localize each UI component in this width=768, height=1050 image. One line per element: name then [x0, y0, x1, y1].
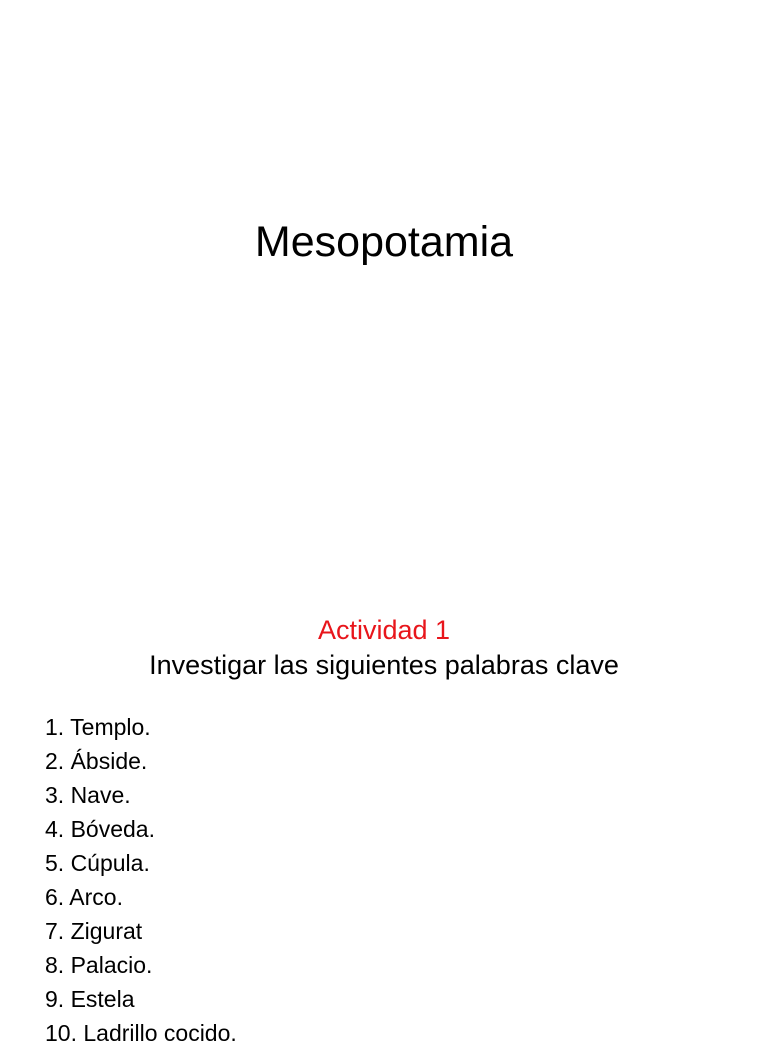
keyword-item: 1. Templo. [45, 714, 151, 740]
keyword-item: 3. Nave. [45, 782, 131, 808]
keyword-item: 4. Bóveda. [45, 816, 155, 842]
keyword-item: 6. Arco. [45, 884, 123, 910]
page-title: Mesopotamia [254, 218, 514, 266]
keyword-item: 10. Ladrillo cocido. [45, 1020, 237, 1046]
keyword-item: 5. Cúpula. [45, 850, 150, 876]
keyword-item: 2. Ábside. [45, 748, 148, 774]
keyword-list [45, 710, 237, 1050]
activity-instruction: Investigar las siguientes palabras clave [149, 650, 619, 680]
activity-heading: Actividad 1 [317, 615, 451, 645]
keyword-item: 7. Zigurat [45, 918, 143, 944]
keyword-item: 8. Palacio. [45, 952, 153, 978]
keyword-item: 9. Estela [45, 986, 135, 1012]
